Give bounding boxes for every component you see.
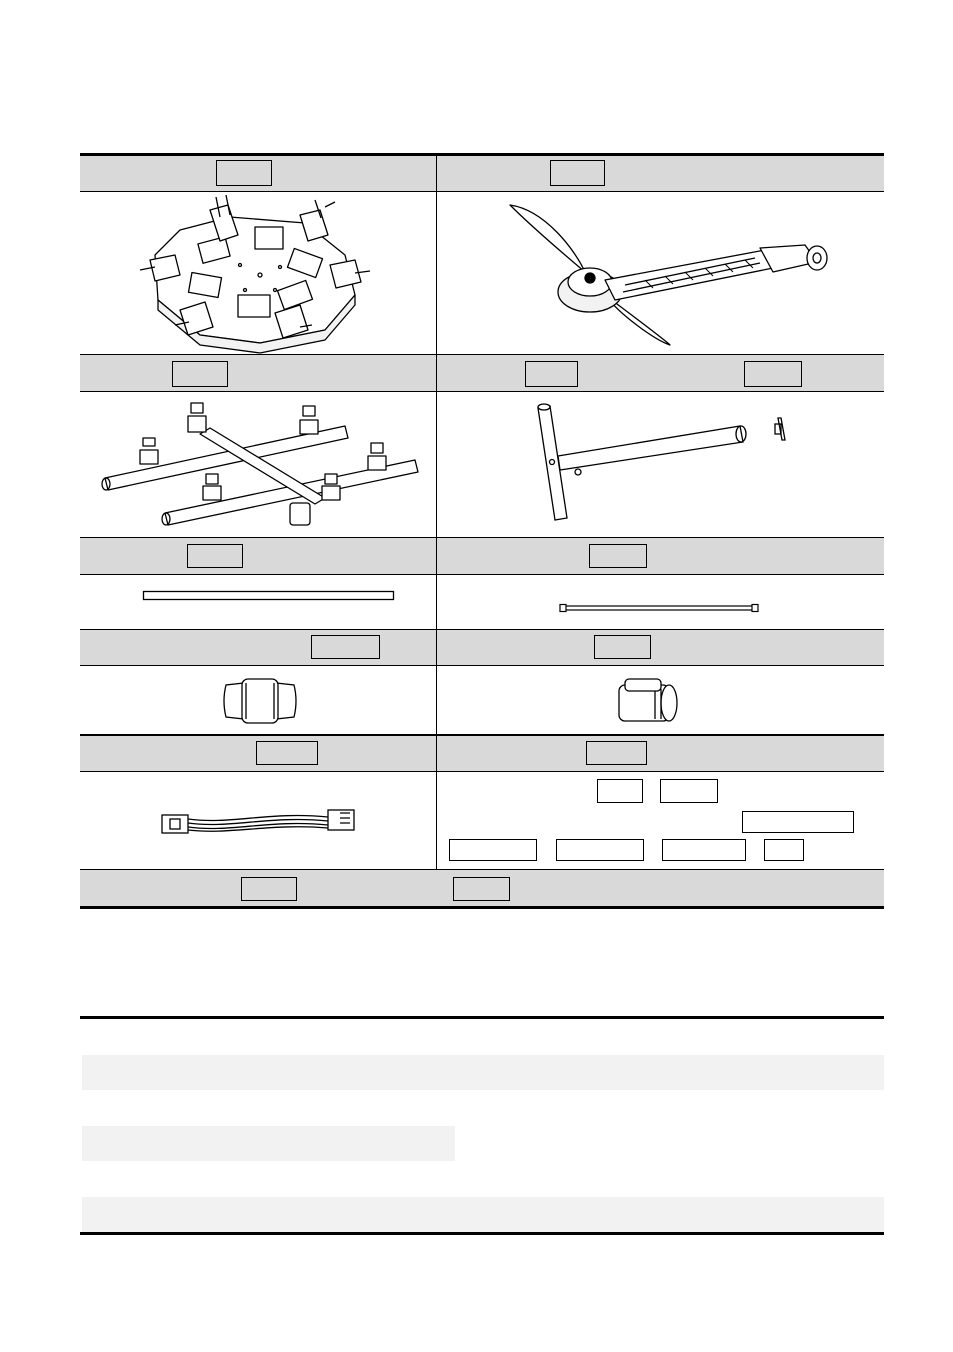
- damper-icon: [222, 677, 298, 725]
- landing-gear-mount-icon: [100, 398, 420, 530]
- item-label-tag: [453, 877, 510, 901]
- item-label-tag: [187, 544, 243, 568]
- table-header-row: [80, 155, 884, 192]
- table-column-divider: [436, 155, 437, 870]
- inline-label-box: [660, 779, 718, 803]
- item-label-tag: [744, 361, 802, 387]
- notes-row: [82, 1197, 884, 1232]
- inline-label-box: [556, 839, 644, 861]
- item-label-tag: [216, 160, 272, 186]
- foam-strip-icon: [143, 591, 395, 601]
- item-label-tag: [311, 635, 380, 659]
- item-label-tag: [525, 361, 578, 387]
- item-label-tag: [586, 741, 647, 765]
- item-label-tag: [550, 160, 605, 186]
- table-header-row: [80, 734, 884, 772]
- cable-icon: [160, 805, 360, 837]
- item-label-tag: [172, 361, 228, 387]
- tube-connector-icon: [617, 677, 681, 723]
- inline-label-box: [764, 839, 804, 861]
- frame-arm-propeller-icon: [505, 200, 835, 350]
- table-header-row: [80, 629, 884, 666]
- item-label-tag: [589, 544, 647, 568]
- inline-label-box: [742, 811, 854, 833]
- inline-label-box: [662, 839, 746, 861]
- notes-top-border: [80, 1016, 884, 1019]
- notes-row: [82, 1055, 884, 1090]
- item-label-tag: [594, 635, 651, 659]
- landing-gear-tube-icon: [530, 398, 820, 530]
- notes-bottom-border: [80, 1232, 884, 1235]
- center-frame-icon: [140, 195, 380, 350]
- inline-label-box: [597, 779, 643, 803]
- notes-row: [82, 1126, 455, 1161]
- item-label-tag: [241, 877, 297, 901]
- inline-label-box: [449, 839, 537, 861]
- item-label-tag: [256, 741, 318, 765]
- carbon-rod-icon: [560, 603, 760, 615]
